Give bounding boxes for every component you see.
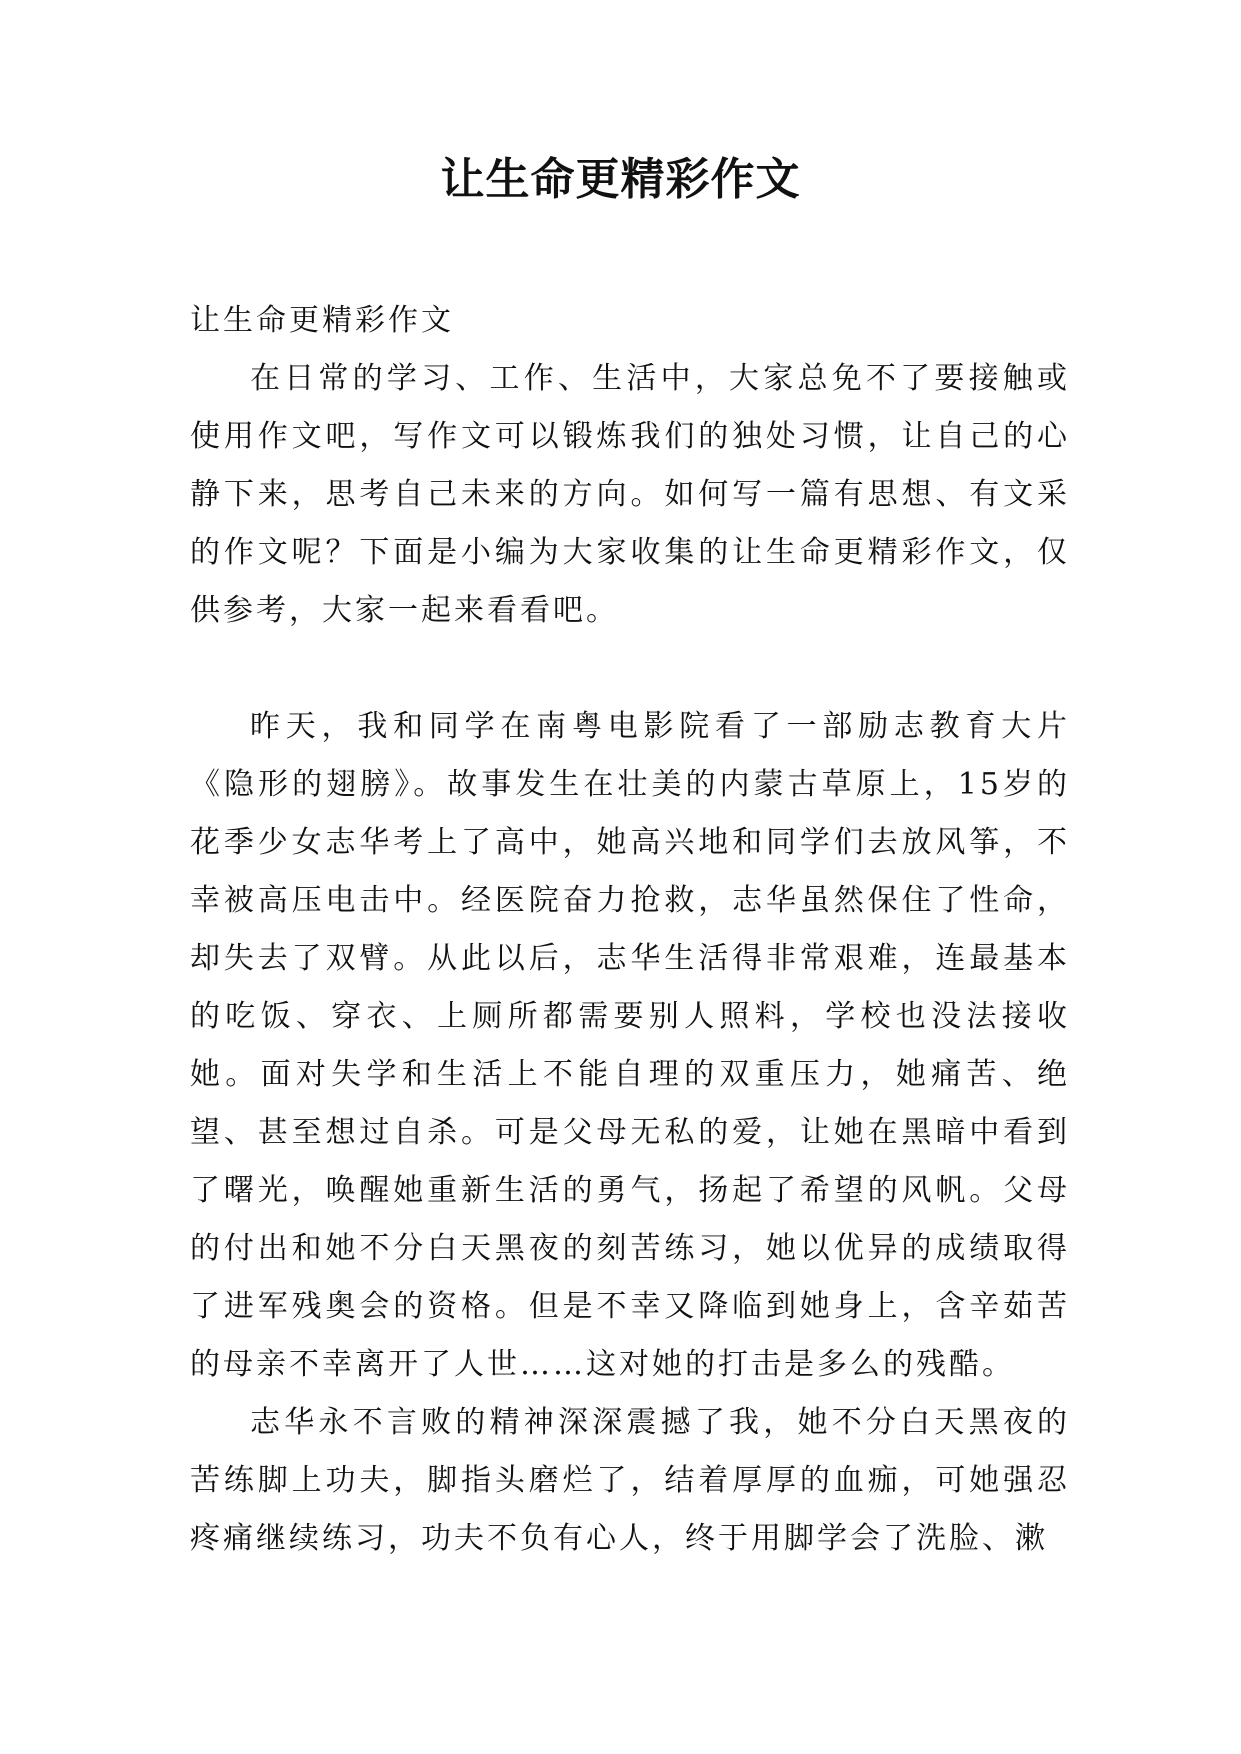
paragraph-story: 昨天，我和同学在南粤电影院看了一部励志教育大片《隐形的翅膀》。故事发生在壮美的内蒙古草原上，15岁的花季少女志华考上了高中，她高兴地和同学们去放风筝，不幸被高压电击中。经医院奋力抢救，志华虽然保住了性命，却失去了双臂。从此以后，志华生活得非常艰难，连最基本的吃饭、穿衣、上厕所都需要别人照料，学校也没法接收她。面对失学和生活上不能自理的双重压力，她痛苦、绝望、甚至想过自杀。可是父母无私的爱，让她在黑暗中看到了曙光，唤醒她重新生活的勇气，扬起了希望的风帆。父母的付出和她不分白天黑夜的刻苦练习，她以优异的成绩取得了进军残奥会的资格。但是不幸又降临到她身上，含辛茹苦的母亲不幸离开了人世……这对她的打击是多么的残酷。 xyxy=(190,709,1070,1382)
article-subtitle: 让生命更精彩作文 xyxy=(190,303,454,338)
article-body xyxy=(190,292,1070,1568)
page-title: 让生命更精彩作文 xyxy=(440,154,801,205)
paragraph-spacer xyxy=(190,640,1070,698)
paragraph-reflection: 志华永不言败的精神深深震撼了我，她不分白天黑夜的苦练脚上功夫，脚指头磨烂了，结着厚厚的血痂，可她强忍疼痛继续练习，功夫不负有心人，终于用脚学会了洗脸、漱 xyxy=(190,1405,1070,1556)
paragraph-intro: 在日常的学习、工作、生活中，大家总免不了要接触或使用作文吧，写作文可以锻炼我们的独处习惯，让自己的心静下来，思考自己未来的方向。如何写一篇有思想、有文采的作文呢？下面是小编为大家收集的让生命更精彩作文，仅供参考，大家一起来看看吧。 xyxy=(190,361,1070,628)
